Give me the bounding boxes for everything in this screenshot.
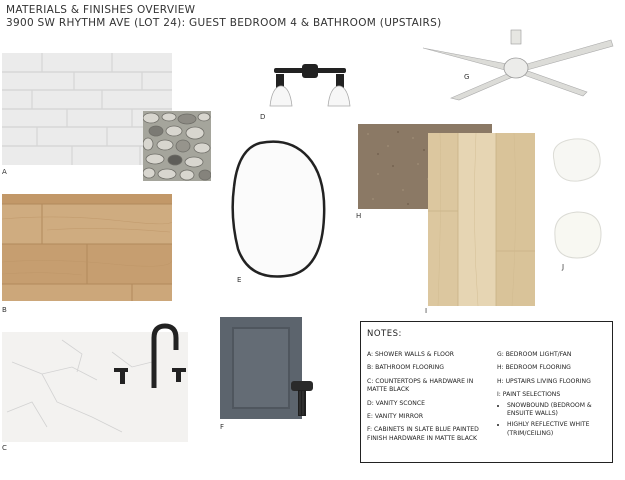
label-j: J — [562, 263, 565, 271]
label-i: I — [425, 307, 428, 315]
label-e: E — [237, 276, 242, 284]
label-a: A — [2, 168, 7, 176]
mirror-icon — [230, 137, 330, 283]
note-f: F: CABINETS IN SLATE BLUE PAINTED FINISH HARDWARE IN MATTE BLACK — [367, 426, 479, 442]
paint-item-snowbound: • SNOWBOUND (BEDROOM & ENSUITE WALLS) — [507, 402, 609, 419]
knob-icon — [285, 375, 321, 423]
notes-title: NOTES: — [367, 329, 402, 339]
label-c: C — [2, 444, 7, 452]
pebble-pattern — [143, 111, 211, 181]
page-title: MATERIALS & FINISHES OVERVIEW — [6, 4, 196, 16]
pebble-tile-swatch — [143, 111, 211, 181]
paint-item-white: • HIGHLY REFLECTIVE WHITE (TRIM/CEILING) — [507, 421, 609, 438]
wood-plank-pattern — [2, 194, 172, 301]
note-d: D: VANITY SCONCE — [367, 399, 425, 407]
upstairs-living-flooring-swatch — [428, 133, 535, 306]
notes-left-column — [367, 351, 495, 448]
note-i: I: PAINT SELECTIONS — [497, 391, 561, 399]
note-h-living: H: UPSTAIRS LIVING FLOORING — [497, 377, 591, 385]
note-g: G: BEDROOM LIGHT/FAN — [497, 351, 572, 358]
paint-blob-white — [549, 206, 605, 262]
notes-right-column — [497, 351, 609, 441]
note-a: A: SHOWER WALLS & FLOOR — [367, 351, 454, 358]
label-h: H — [356, 212, 362, 220]
faucet-icon — [110, 320, 195, 392]
note-h-bedroom: H: BEDROOM FLOORING — [497, 364, 571, 372]
notes-box — [360, 321, 613, 463]
sconce-icon — [262, 60, 358, 110]
page-subtitle: 3900 SW RHYTHM AVE (LOT 24): GUEST BEDROOM 4 & BATHROOM (UPSTAIRS) — [6, 17, 442, 29]
label-g: G — [464, 73, 470, 81]
label-d: D — [260, 113, 266, 121]
note-e: E: VANITY MIRROR — [367, 413, 424, 421]
bathroom-flooring-swatch — [2, 194, 172, 301]
note-c: C: COUNTERTOPS & HARDWARE IN MATTE BLACK — [367, 377, 474, 394]
paint-list — [497, 402, 609, 439]
label-b: B — [2, 306, 7, 314]
oak-plank-pattern — [428, 133, 535, 306]
label-f: F — [220, 423, 225, 431]
note-b: B: BATHROOM FLOORING — [367, 364, 444, 372]
paint-blob-snowbound — [546, 134, 604, 186]
cabinet-panel — [232, 327, 290, 409]
ceiling-fan-icon — [415, 26, 615, 106]
